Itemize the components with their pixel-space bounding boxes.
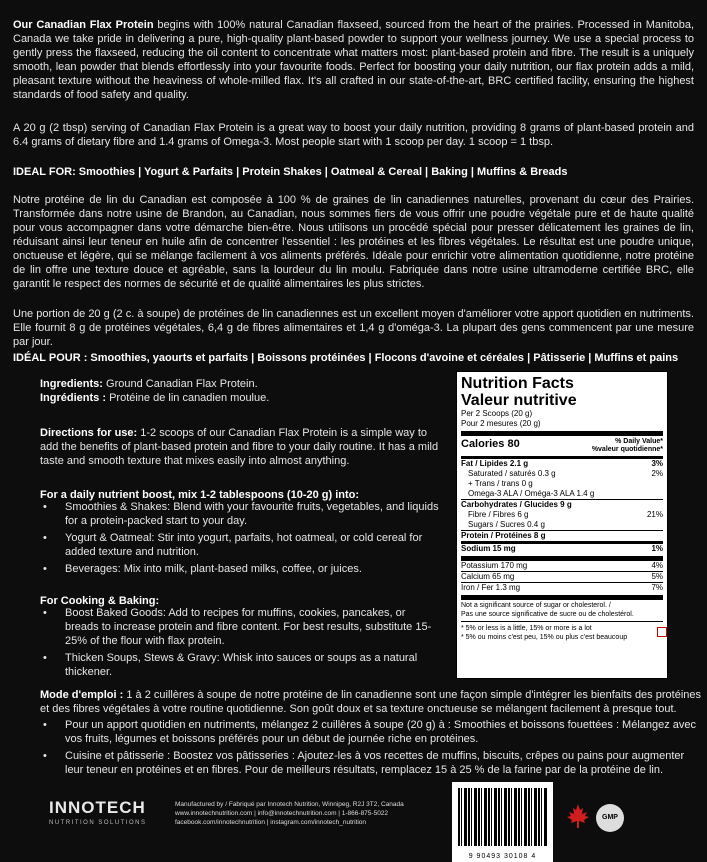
directions-text: 1-2 scoops of our Canadian Flax Protein is a simple way to add the benefits of plant-based protein and fibre to your daily routine. It has a mild taste and smooth texture that mixes easily into almost anything. — [40, 427, 439, 467]
nutrient-row — [461, 469, 663, 479]
ingredients-en — [40, 377, 440, 391]
nutrient-row — [461, 520, 663, 530]
nutrient-row — [461, 541, 663, 554]
english-ideal-for: IDEAL FOR: Smoothies | Yogurt & Parfaits | Protein Shakes | Oatmeal & Cereal | Baking | Muffins & Breads — [13, 166, 568, 178]
product-name-lead: Our Canadian Flax Protein — [13, 19, 154, 31]
cooking-heading: For Cooking & Baking: — [40, 595, 160, 607]
list-item: • Beverages: Mix into milk, plant-based milks, coffee, or juices. — [40, 562, 440, 576]
nutrition-title-en: Nutrition Facts — [461, 375, 574, 392]
mode-list — [40, 718, 701, 780]
manufacturer-info — [175, 800, 445, 827]
not-significant-en: Not a significant source of sugar or cholesterol. / — [461, 595, 663, 610]
nutrient-dv: 2% — [651, 469, 663, 478]
french-ideal-for: IDÉAL POUR : Smoothies, yaourts et parfaits | Boissons protéinées | Flocons d'avoine et céréales | Pâtisserie | Muffins et pains — [13, 352, 679, 364]
brand-logo: INNOTECH — [49, 798, 146, 817]
english-description-text: begins with 100% natural Canadian flaxseed, sourced from the heart of the prairies. Processed in Manitoba, Canada we take pride in delivering a pure, high-quality plant-based powder to support your wellness journey. We use a special process to gently press the flaxseed, reducing the oil content to concentrate what matters most: plant-based protein and fibre. The result is a uniquely smooth, lean powder that blends effortlessly into your favourite foods. Perfect for boosting your daily nutrition, our flax protein adds a mild, pleasant texture without the heaviness of whole-milled flax. It's all crafted in our state-of-the-art, BRC certified facility, ensuring the highest standards of food safety and quality. — [13, 19, 694, 101]
nutrient-row — [461, 489, 663, 499]
list-item: • Yogurt & Oatmeal: Stir into yogurt, parfaits, hot oatmeal, or cold cereal for added texture and nutrition. — [40, 531, 440, 559]
english-description — [13, 18, 694, 102]
list-item: • Cuisine et pâtisserie : Boostez vos pâtisseries : Ajoutez-les à vos recettes de muffins, biscuits, crêpes ou pains pour augmenter leur teneur en protéines et en fibres. Pour de meilleurs résultats, remplacez 15 à 25 % de la farine par de la protéine de lin. — [40, 749, 701, 777]
brand-tagline: NUTRITION SOLUTIONS — [49, 820, 147, 826]
nutrient-dv: 1% — [651, 544, 663, 553]
serving-size-fr: Pour 2 mesures (20 g) — [461, 419, 663, 436]
ingredients-en-label: Ingredients: — [40, 378, 103, 390]
gmp-badge: GMP — [596, 804, 624, 832]
list-item: • Pour un apport quotidien en nutriments, mélangez 2 cuillères à soupe (20 g) à : Smoothies et boissons fouettées : Mélangez avec vos fruits, légumes et boissons préférés pour un début de journée riche en protéines. — [40, 718, 701, 746]
french-serving-info: Une portion de 20 g (2 c. à soupe) de protéines de lin canadiennes est un excellent moyen d'améliorer votre apport quotidien en nutriments. Elle fournit 8 g de protéines végétales, 6,4 g de fibres alimentaires et 1,4 g d'oméga-3. La plupart des gens commencent par une mesure par jour. — [13, 308, 694, 348]
not-significant-fr: Pas une source significative de sucre ou de cholestérol. — [461, 611, 634, 618]
english-serving-info: A 20 g (2 tbsp) serving of Canadian Flax Protein is a great way to boost your daily nutrition, providing 8 grams of plant-based protein and 6.4 grams of dietary fibre and 1.4 grams of Omega-3. Most people start with 1 scoop per day. 1 scoop = 1 tbsp. — [13, 122, 694, 148]
nutrient-row — [461, 530, 663, 541]
calories: Calories 80 — [461, 438, 520, 450]
nutrient-row — [461, 582, 663, 593]
french-description: Notre protéine de lin du Canadian est composée à 100 % de graines de lin canadiennes naturelles, provenant du cœur des Prairies. Transformée dans notre usine de Brandon, au Canadian, nous sommes fiers de vous offrir une poudre végétale pure et de haute qualité pour vous accompagner dans votre démarche bien-être. Nous utilisons un procédé spécial pour presser délicatement les graines de lin, réduisant ainsi leur teneur en huile afin de concentrer l'essentiel : les protéines et les fibres végétales. Le résultat est une poudre unique, onctueuse et légère, qui se mélange facilement à vos aliments préférés. Idéale pour enrichir votre alimentation quotidienne, notre protéine de lin offre une texture douce et agréable, sans la lourdeur du lin moulu. Fabriquée dans notre usine ultramoderne certifiée BRC, elle garantit le respect des normes de sécurité et de qualité alimentaires les plus strictes. — [13, 194, 694, 290]
nutrient-label: Fat / Lipides 2.1 g — [461, 459, 529, 468]
nutrient-label: Potassium 170 mg — [461, 561, 528, 570]
barcode — [452, 782, 553, 862]
barcode-bars — [458, 788, 547, 846]
serving-size-en: Per 2 Scoops (20 g) — [461, 409, 533, 418]
list-item: • Thicken Soups, Stews & Gravy: Whisk into sauces or soups as a natural thickener. — [40, 651, 440, 679]
nutrient-label: + Trans / trans 0 g — [468, 479, 533, 488]
recycle-icon — [657, 627, 667, 637]
nutrition-facts-panel — [456, 371, 668, 679]
maple-leaf-icon — [565, 803, 591, 829]
nutrient-dv: 7% — [651, 583, 663, 592]
ingredients-en-value: Ground Canadian Flax Protein. — [102, 378, 258, 390]
directions-block — [40, 426, 440, 468]
directions-label: Directions for use: — [40, 427, 138, 439]
dv-header-fr: %valeur quotidienne* — [591, 446, 663, 453]
ingredients-fr-label: Ingrédients : — [40, 392, 107, 404]
nutrient-label: Iron / Fer 1.3 mg — [461, 583, 521, 592]
nutrient-row — [461, 556, 663, 571]
nutrient-dv: 4% — [651, 561, 663, 570]
footnote-en: * 5% or less is a little, 15% or more is a lot — [461, 621, 663, 633]
nutrient-dv: 3% — [651, 459, 663, 468]
ingredients-fr — [40, 391, 440, 405]
nutrient-label: Saturated / saturés 0.3 g — [468, 469, 556, 478]
social-line: facebook.com/innotechnutrition | instagram.com/innotech_nutrition — [175, 819, 367, 826]
mode-text: 1 à 2 cuillères à soupe de notre protéine de lin canadienne sont une façon simple d'intégrer les bienfaits des protéines et des fibres végétales à votre routine quotidienne. Son goût doux et sa texture onctueuse se mélangent facilement à presque tout. — [40, 689, 701, 715]
nutrient-label: Omega-3 ALA / Oméga-3 ALA 1.4 g — [468, 489, 595, 498]
mode-label: Mode d'emploi : — [40, 689, 124, 701]
contact-line: www.innotechnutrition.com | info@innotechnutrition.com | 1-866-875-5022 — [175, 810, 389, 817]
dv-header-en: % Daily Value* — [615, 438, 663, 445]
mode-emploi-block — [40, 688, 701, 716]
nutrient-row — [461, 510, 663, 520]
nutrient-dv: 21% — [646, 510, 663, 519]
barcode-digits: 9 90493 30108 4 — [468, 853, 537, 860]
nutrient-label: Calcium 65 mg — [461, 572, 515, 581]
nutrient-label: Carbohydrates / Glucides 9 g — [461, 500, 572, 509]
nutrient-row — [461, 479, 663, 489]
nutrient-label: Sodium 15 mg — [461, 544, 516, 553]
list-item: • Boost Baked Goods: Add to recipes for muffins, cookies, pancakes, or breads to increase protein and fibre content. For best results, substitute 15-25% of the flour with flax protein. — [40, 606, 440, 648]
boost-list — [40, 500, 440, 579]
ingredients-fr-value: Protéine de lin canadien moulue. — [106, 392, 270, 404]
nutrition-title-fr: Valeur nutritive — [461, 392, 577, 409]
nutrient-row — [461, 459, 663, 469]
nutrient-label: Fibre / Fibres 6 g — [468, 510, 529, 519]
ingredients-block — [40, 377, 440, 405]
cooking-list — [40, 606, 440, 682]
nutrient-row — [461, 499, 663, 510]
nutrient-row — [461, 571, 663, 582]
nutrient-label: Protein / Protéines 8 g — [461, 531, 546, 540]
manufacturer-line: Manufactured by / Fabriqué par Innotech Nutrition, Winnipeg, R2J 3T2, Canada — [175, 801, 404, 808]
list-item: • Smoothies & Shakes: Blend with your favourite fruits, vegetables, and liquids for a protein-packed start to your day. — [40, 500, 440, 528]
footnote-fr: * 5% ou moins c'est peu, 15% ou plus c'est beaucoup — [461, 634, 628, 641]
nutrient-dv: 5% — [651, 572, 663, 581]
nutrient-label: Sugars / Sucres 0.4 g — [468, 520, 545, 529]
boost-heading: For a daily nutrient boost, mix 1-2 tablespoons (10-20 g) into: — [40, 489, 360, 501]
